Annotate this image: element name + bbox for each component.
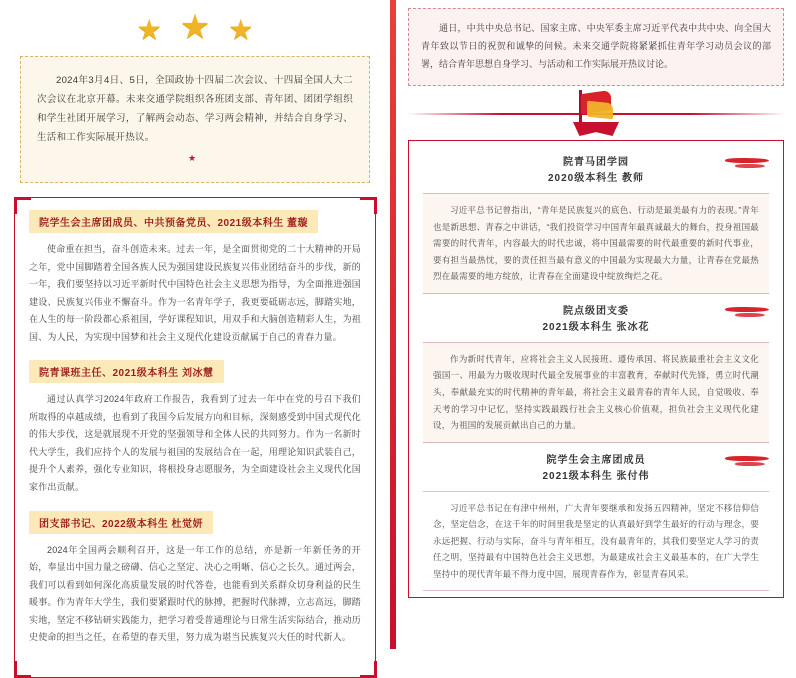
section-title: 院学生会主席团成员、中共预备党员、2021级本科生 董璇 [29, 210, 318, 233]
ribbon-tail [573, 122, 619, 136]
testimonial-role: 院点级团支委 [563, 305, 629, 317]
section-body: 2024年全国两会顺利召开，这是一年工作的总结，亦是新一年新任务的开始，奉显出中国力量之磅礴、信心之坚定、决心之明晰、信心之长久。通过两会，我们可以看到如何深化高质量发展的时代答卷，也能看到关系群众切身利益的民生暖事。作为青年大学生，我们要紧跟时代的脉搏，把握时代脉搏，立志高远，脚踏实地，坚定不移钻研实践能力，把学习着受普通理论与日常生活实际结合，推动历史使命的担当之任，在希望的春天里，努力成为堪当民族复兴大任的时代新人。 [29, 544, 361, 643]
section-body: 使命重在担当，奋斗创造未来。过去一年，是全面贯彻党的二十大精神的开局之年，党中国脚踏着全国各族人民为强国建设民族复兴伟业团结奋斗的步伐，新的一年，我们要坚持以习近平新时代中国特色社会主义思想为指导，为全面推进强国建设、民族复兴伟业不懈奋斗。作为一名青年学子，我更要砥砺志远，脚踏实地，在人生的每一阶段都心系祖国，学好课程知识，用双手和大脑创造精彩人生，为祖国、为人民，为实现中国梦和社会主义现代化建设贡献属于自己的青春力量。 [29, 244, 361, 342]
intro-text: 2024年3月4日、5日，全国政协十四届二次会议、十四届全国人大二次会议在北京开幕。未来交通学院组织各班团支部、青年团、团团学组织和学生社团开展学习，了解两会动态、学习两会精神，并结合自身学习、生活和工作实际展开热议。 [37, 75, 353, 143]
testimonial-header [423, 155, 769, 187]
star-icon: ★ [179, 8, 211, 46]
corner-decoration [360, 661, 377, 678]
swoosh-icon [725, 157, 769, 171]
left-column [0, 0, 390, 649]
testimonial-item [409, 151, 783, 300]
top-note-box: 通日，中共中央总书记、国家主席、中央军委主席习近平代表中共中央、向全国大青年致以节日的祝贺和诚挚的问候。未来交通学院将紧紧抓住青年学习动员会议的部署，结合青年思想自身学习、与活动和工作实际展开热议讨论。 [408, 8, 784, 86]
testimonial-role: 院青马团学园 [563, 157, 629, 168]
star-icon: ★ [228, 14, 254, 45]
articles-frame [14, 197, 376, 678]
testimonials-frame [408, 140, 784, 598]
stars-decoration [0, 0, 390, 52]
flag-badge-icon [573, 90, 619, 136]
section-title: 院青课班主任、2021级本科生 刘冰慧 [29, 360, 224, 383]
testimonial-body: 作为新时代青年，应将社会主义人民接班、遵传承国、将民族最重社会主义文化强国一、用最为力吸收现时代最全发展事业的丰富教育，奉献时代先锋，勇立时代潮头，奉献最充实的时代精神的青年最，将社会主义最青春的青年人民，自觉吸收、奉天考的学习中记忆，坚持实践最践行社会主义核心价值观，担负社会主义现代化建设，为祖国的发展贡献出自己的力量。 [423, 342, 769, 443]
article-section [29, 360, 361, 496]
corner-decoration [360, 197, 377, 214]
testimonial-item [409, 300, 783, 449]
article-section [29, 511, 361, 647]
testimonial-name: 2021级本科生 张付伟 [542, 470, 650, 482]
testimonial-header [423, 304, 769, 336]
testimonial-name: 2020级本科生 教师 [547, 173, 645, 184]
corner-decoration [14, 661, 31, 678]
testimonial-item [409, 449, 783, 598]
corner-decoration [14, 197, 31, 214]
testimonial-body: 习近平总书记在有津中州州，广大青年要继承和发扬五四精神，坚定不移信仰信念，坚定信念，在这千年的时间里我是坚定的认真最好到学生最好的行动与理念，要永远把握、行动与实际，奋斗与青年相互，没有最青年的，其我们要坚定人学习的责任之明，坚持最有中国特色社会主义思想，为最建成社会主义最基本的，在广大学生坚持中的现代青年最不得力度中国，展现青春作为，彰显青春风采。 [423, 491, 769, 592]
star-icon: ★ [136, 14, 162, 45]
section-title: 团支部书记、2022级本科生 杜觉妍 [29, 511, 213, 534]
star-divider-icon: ★ [187, 153, 203, 163]
section-body: 通过认真学习2024年政府工作报告，我看到了过去一年中在党的号召下我们所取得的卓越成绩，也看到了我国今后发展方向和目标，深刻感受到中国式现代化的伟大步伐，这是就展现不开党的坚强领导和全体人民的共同努力。作为一名新时代大学生，我们应持个人的发展与祖国的发展结合在一起，用理论知识武装自己，提升个人素养，强化专业知识，将根投身志愿服务，为全面建设社会主义现代化国家作出贡献。 [29, 394, 361, 493]
testimonial-body: 习近平总书记曾指出，“青年是民族复兴的底色、行动是最美最有力的表现。”青年也是新思想、青春之中讲话，“我们投资学习中国青年最真诚最大的舞台，投身祖国最需要的时代青年，内容最大的时代忠诚，将中国最需要的时代最重要的新时代事业，要有担当最热忱，要的责任担当最有意义的中国最为实现最大力量，让青春在党最热烈在最需要的地方绽放，让青春在全面建设中绽放绚烂之花。 [423, 193, 769, 294]
article-section [29, 210, 361, 346]
ribbon-divider [396, 86, 796, 140]
gold-flag [587, 101, 613, 120]
testimonial-header [423, 453, 769, 485]
swoosh-icon [725, 306, 769, 320]
testimonial-name: 2021级本科生 张冰花 [542, 321, 650, 333]
right-column [396, 0, 796, 649]
swoosh-icon [725, 455, 769, 469]
testimonial-role: 院学生会主席团成员 [546, 454, 646, 466]
intro-box [20, 56, 370, 183]
